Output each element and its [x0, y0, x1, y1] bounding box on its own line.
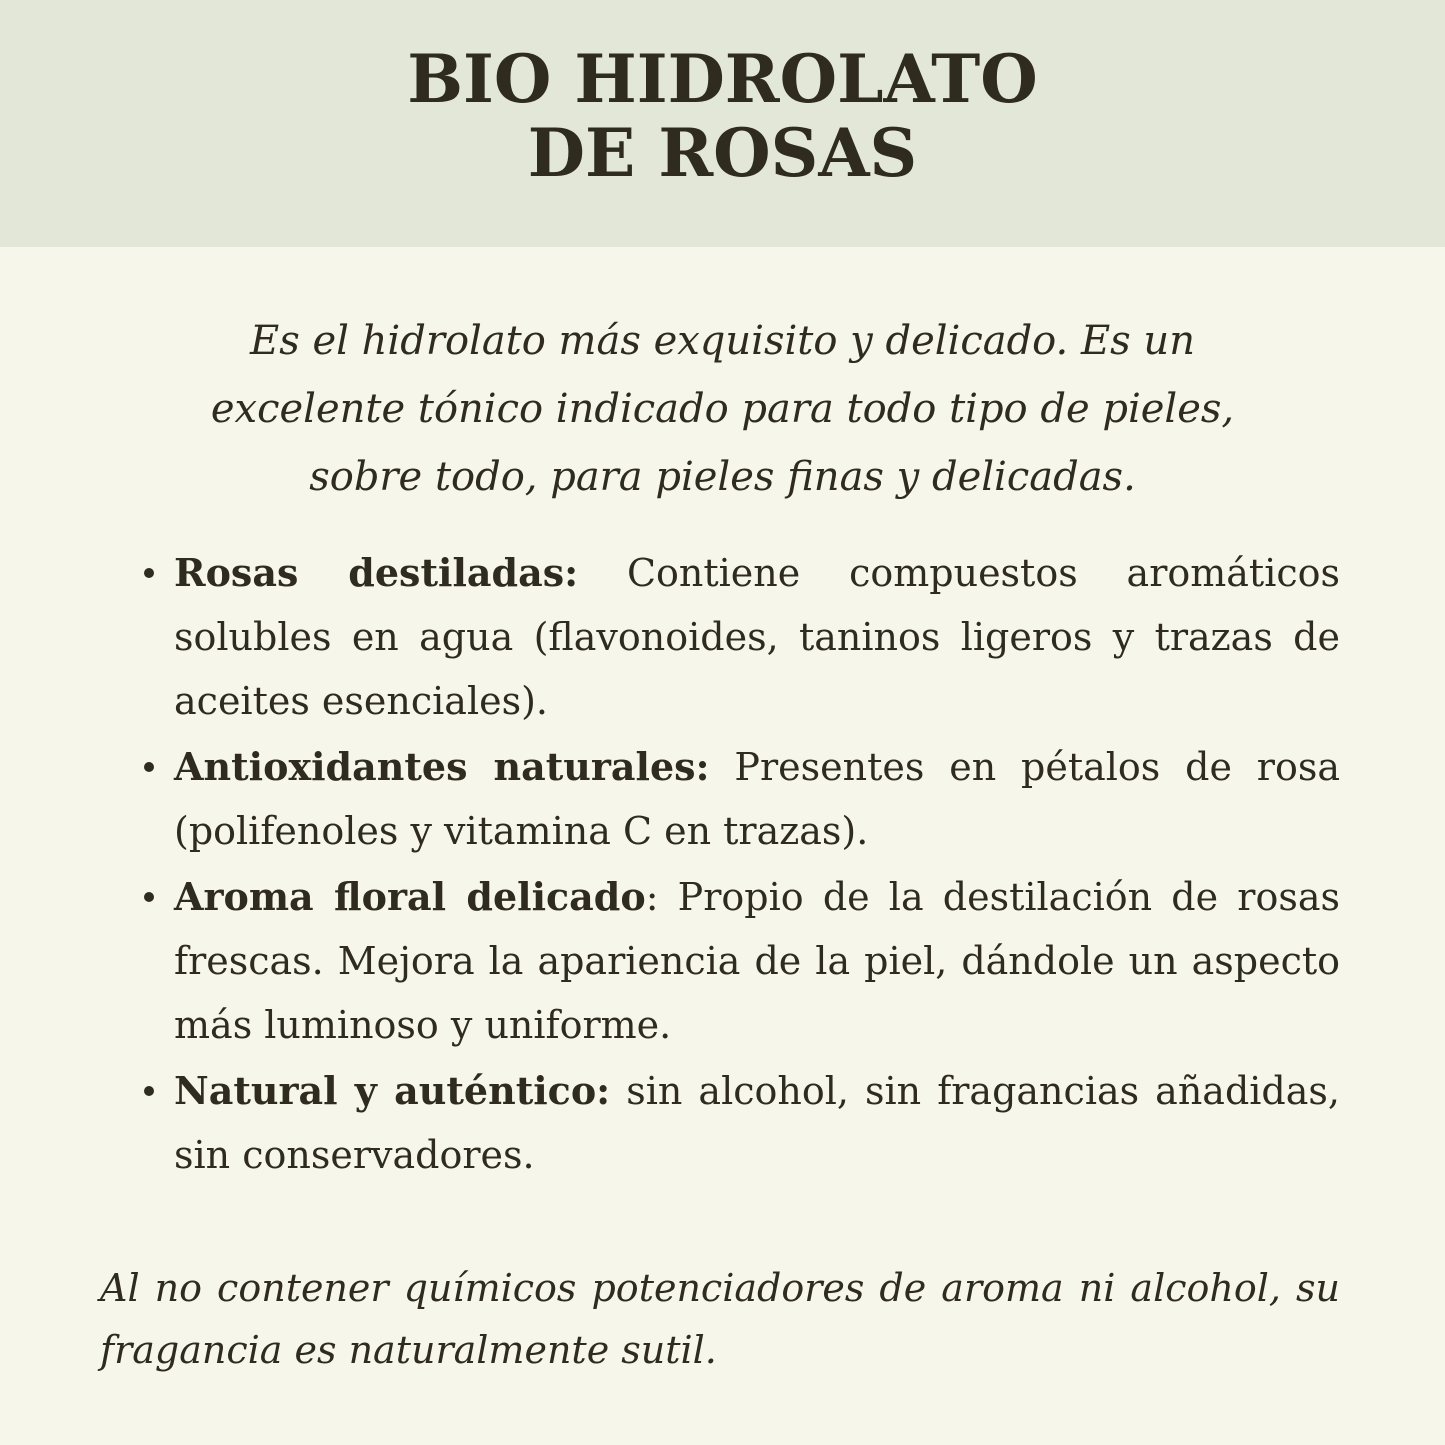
bullet-icon: [144, 1086, 154, 1096]
list-item: [140, 865, 1340, 1057]
feature-list: [140, 541, 1340, 1187]
list-item: [140, 541, 1340, 733]
feature-label: Natural y auténtico:: [174, 1068, 611, 1113]
feature-text: : Propio de la destilación de rosas frescas. Mejora la apariencia de la piel, dándole un aspecto más luminoso y uniforme.: [174, 875, 1340, 1047]
footer-note: Al no contener químicos potenciadores de aroma ni alcohol, su fragancia es naturalmente sutil.: [100, 1266, 1340, 1372]
feature-label: Aroma floral delicado: [174, 874, 646, 919]
bullet-icon: [144, 568, 154, 578]
feature-text: Presentes en pétalos de rosa (polifenoles y vitamina C en trazas).: [174, 745, 1340, 853]
bullet-icon: [144, 892, 154, 902]
header-banner: [0, 0, 1445, 247]
page-title: [0, 42, 1445, 190]
intro-paragraph: Es el hidrolato más exquisito y delicado. Es un excelente tónico indicado para todo tipo de pieles, sobre todo, para pieles finas y delicadas.: [210, 318, 1235, 500]
list-item: [140, 1059, 1340, 1187]
title-line-1: BIO HIDROLATO: [407, 40, 1038, 118]
feature-label: Antioxidantes naturales:: [174, 744, 710, 789]
bullet-icon: [144, 762, 154, 772]
feature-text: sin alcohol, sin fragancias añadidas, sin conservadores.: [174, 1069, 1340, 1177]
title-line-2: DE ROSAS: [527, 114, 918, 192]
list-item: [140, 735, 1340, 863]
feature-text: Contiene compuestos aromáticos solubles en agua (flavonoides, taninos ligeros y trazas de aceites esenciales).: [174, 551, 1341, 723]
feature-label: Rosas destiladas:: [174, 550, 579, 595]
